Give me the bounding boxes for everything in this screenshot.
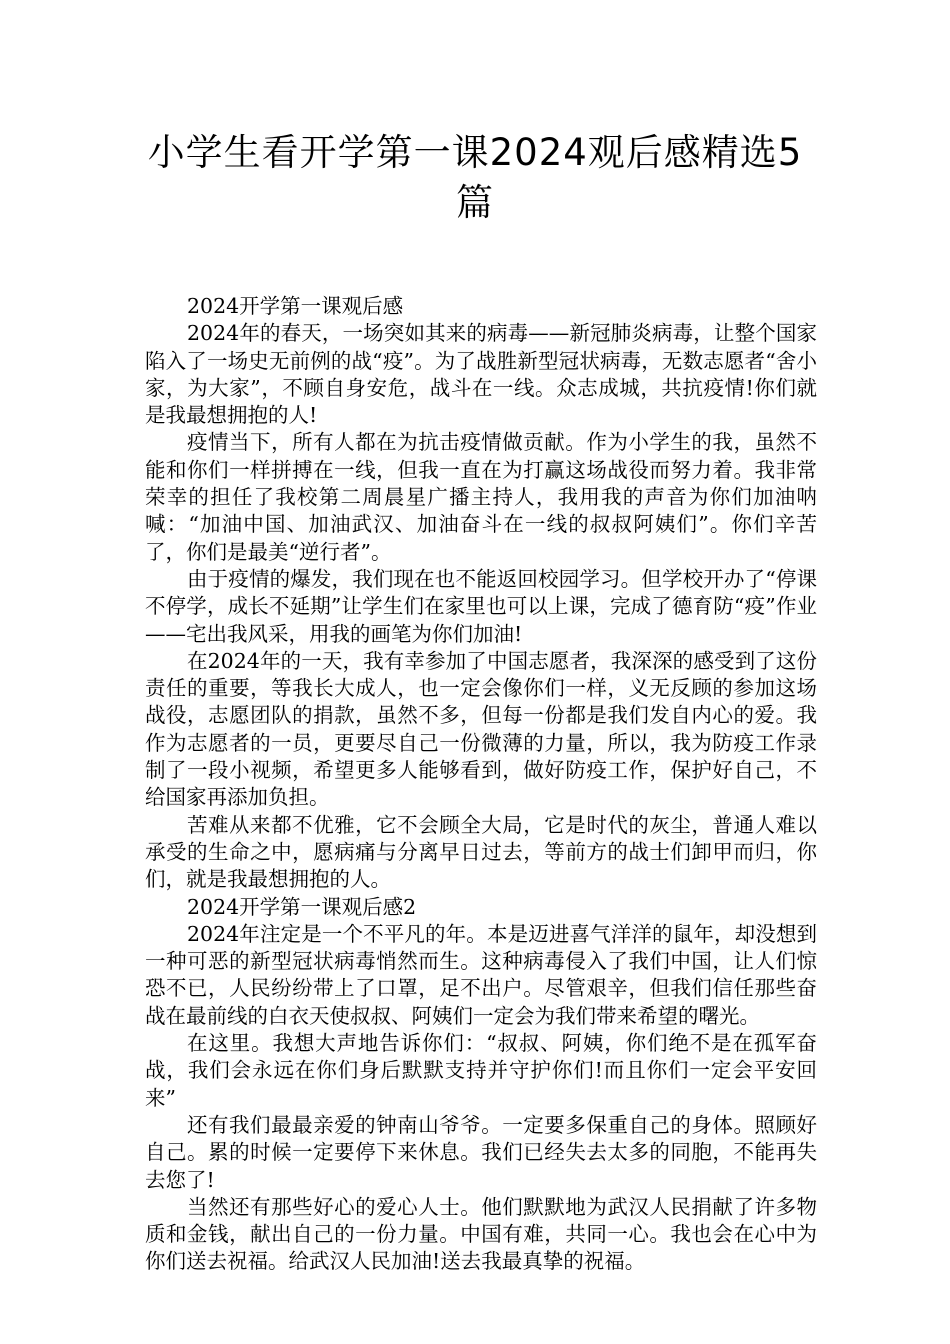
paragraph: 在2024年的一天，我有幸参加了中国志愿者，我深深的感受到了这份责任的重要，等我长大成人，也一定会像你们一样，义无反顾的参加这场战役，志愿团队的捐款，虽然不多，但每一份都是我们发自内心的爱。我作为志愿者的一员，更要尽自己一份微薄的力量，所以，我为防疫工作录制了一段小视频，希望更多人能够看到，做好防疫工作，保护好自己，不给国家再添加负担。 [145, 648, 817, 810]
paragraph: 由于疫情的爆发，我们现在也不能返回校园学习。但学校开办了“停课不停学，成长不延期”让学生们在家里也可以上课，完成了德育防“疫”作业——宅出我风采，用我的画笔为你们加油! [145, 566, 817, 646]
section-heading: 2024开学第一课观后感2 [187, 894, 417, 919]
document-title: 小学生看开学第一课2024观后感精选5篇 [147, 131, 803, 224]
paragraph: 疫情当下，所有人都在为抗击疫情做贡献。作为小学生的我，虽然不能和你们一样拼搏在一线，但我一直在为打赢这场战役而努力着。我非常荣幸的担任了我校第二周晨星广播主持人，我用我的声音为你们加油呐喊：“加油中国、加油武汉、加油奋斗在一线的叔叔阿姨们”。你们辛苦了，你们是最美“逆行者”。 [145, 430, 817, 564]
paragraph: 当然还有那些好心的爱心人士。他们默默地为武汉人民捐献了许多物质和金钱，献出自己的一份力量。中国有难，共同一心。我也会在心中为你们送去祝福。给武汉人民加油!送去我最真挚的祝福。 [145, 1194, 817, 1274]
paragraph: 苦难从来都不优雅，它不会顾全大局，它是时代的灰尘，普通人难以承受的生命之中，愿病痛与分离早日过去，等前方的战士们卸甲而归，你们，就是我最想拥抱的人。 [145, 812, 817, 892]
paragraph: 在这里。我想大声地告诉你们：“叔叔、阿姨，你们绝不是在孤军奋战，我们会永远在你们身后默默支持并守护你们!而且你们一定会平安回来” [145, 1031, 817, 1110]
paragraph: 2024年注定是一个不平凡的年。本是迈进喜气洋洋的鼠年，却没想到一种可恶的新型冠状病毒悄然而生。这种病毒侵入了我们中国，让人们惊恐不已，人民纷纷带上了口罩，足不出户。尽管艰辛，但我们信任那些奋战在最前线的白衣天使叔叔、阿姨们一定会为我们带来希望的曙光。 [145, 921, 817, 1028]
paragraph: 2024年的春天，一场突如其来的病毒——新冠肺炎病毒，让整个国家陷入了一场史无前例的战“疫”。为了战胜新型冠状病毒，无数志愿者“舍小家，为大家”，不顾自身安危，战斗在一线。众志成城，共抗疫情!你们就是我最想拥抱的人! [145, 321, 817, 428]
paragraph: 还有我们最最亲爱的钟南山爷爷。一定要多保重自己的身体。照顾好自己。累的时候一定要停下来休息。我们已经失去太多的同胞，不能再失去您了! [145, 1112, 817, 1192]
section-heading: 2024开学第一课观后感 [187, 294, 404, 318]
document-body [145, 293, 817, 1276]
